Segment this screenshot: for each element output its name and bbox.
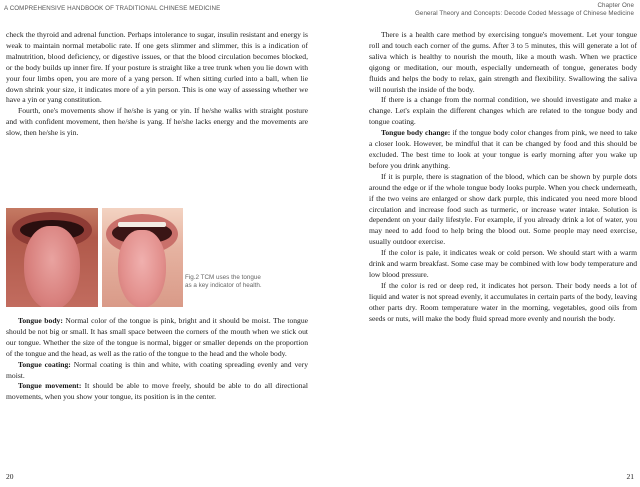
chapter-label: Chapter One (597, 2, 634, 9)
paragraph: Fourth, one's movements show if he/she is yang or yin. If he/she walks with straight posture and with confident movement, then he/she is yang. If he/she lacks energy and the movements are slow, then he/she is yin. (6, 106, 308, 138)
right-text-column (369, 30, 637, 324)
term-label: Tongue body: (18, 316, 63, 325)
left-text-block-bottom (6, 316, 308, 403)
right-page (320, 0, 640, 487)
chapter-header (415, 2, 634, 18)
tongue-body-paragraph (6, 316, 308, 360)
paragraph: If the color is pale, it indicates weak or cold person. We should start with a warm drink and warm breakfast. Some case may be combined with low body temperature and low blood pressure. (369, 248, 637, 279)
paragraph: If the color is red or deep red, it indicates hot person. Their body needs a lot of liquid and water is not spread evenly, it accumulates in certain parts of the body, leaving other parts dry. Room temperature water in the morning, vegetables, good oils from seeds or nuts, will make the body fluid spread more evenly and nourish the body. (369, 280, 637, 323)
term-text: It should be able to move freely, should be able to do all directional movements, when you show your tongue, its position is in the center. (6, 381, 308, 402)
term-text: if the tongue body color changes from pink, we need to take a closer look. However, be mindful that it can be changed by food and this should be excluded. The best time to look at your tongue is early morning after you wake up before you drink anything. (369, 128, 637, 170)
tongue-figure (6, 208, 308, 307)
tongue-movement-paragraph (6, 381, 308, 403)
paragraph: If it is purple, there is stagnation of the blood, which can be shown by purple dots around the edge or if the whole tongue body looks purple. When you check underneath, if the two veins are enlarged or show dark purple, this indicated you need more blood circulation and increase food such as turmeric, or increase water intake. Solution is dependent on your daily lifestyle. For example, if you already drink a lot of water, you may need to add food to help bring the blood out. Some people may need exercise, usually outdoor exercise. (369, 171, 637, 247)
term-label: Tongue coating: (18, 359, 71, 369)
page-number: 20 (6, 472, 14, 481)
paragraph: If there is a change from the normal condition, we should investigate and make a change. Let's explain the different changes which are related to the tongue body and tongue coating. (369, 95, 637, 127)
paragraph (369, 128, 637, 172)
left-text-block-top (6, 30, 308, 139)
term-label: Tongue body change: (381, 128, 451, 138)
paragraph: check the thyroid and adrenal function. Perhaps intolerance to sugar, insulin resistant and energy is weak to maintain normal metabolic rate. If one gets slimmer and slimmer, this is a indication of malnutrition, blood deficiency, or digestive issues, or that the blood circulation becomes blocked, or the body builds up inner fire. If your posture is straight like a tree trunk when you lie down with your four limbs open, you are more of a yang person. If when sitting curled into a ball, when lie down shrink your size, it indicates more of a yin person. This is one way of assessing whether we have a yin or yang constitution. (6, 30, 308, 105)
page-number: 21 (626, 472, 634, 481)
tongue-coating-paragraph (6, 360, 308, 382)
figure-caption: Fig.2 TCM uses the tongue as a key indicator of health. (185, 274, 262, 290)
term-label: Tongue movement: (18, 381, 82, 391)
chapter-subtitle: General Theory and Concepts: Decode Coded Message of Chinese Medicine (414, 10, 634, 17)
term-text: Normal coating is thin and white, with coating spreading evenly and very moist. (6, 359, 308, 380)
book-title-header: A COMPREHENSIVE HANDBOOK OF TRADITIONAL CHINESE MEDICINE (4, 5, 221, 12)
tongue-photo-1 (6, 208, 98, 307)
tongue-photo-2 (102, 208, 183, 307)
term-text: Normal color of the tongue is pink, bright and it should be moist. The tongue should be not big or small. It has small space between the corners of the mouth when we stick out our tongue. Whether the size of the tongue is normal, bigger or smaller depends on the proportion of the tongue and the head, as well as the ratio of the tongue to the head and the whole body. (6, 316, 308, 358)
paragraph: There is a health care method by exercising tongue's movement. Let your tongue roll and touch each corner of the gums. After 3 to 5 minutes, this will generate a lot of saliva which is healthy to nourish the mouth, like a mouth wash. When we practice qigong or meditation, our mouth, especially underneath of tongue, generates body fluids and helps the body to relax, gain strength and flexibility. Swallowing the saliva will nourish the inside of the body. (369, 30, 637, 94)
